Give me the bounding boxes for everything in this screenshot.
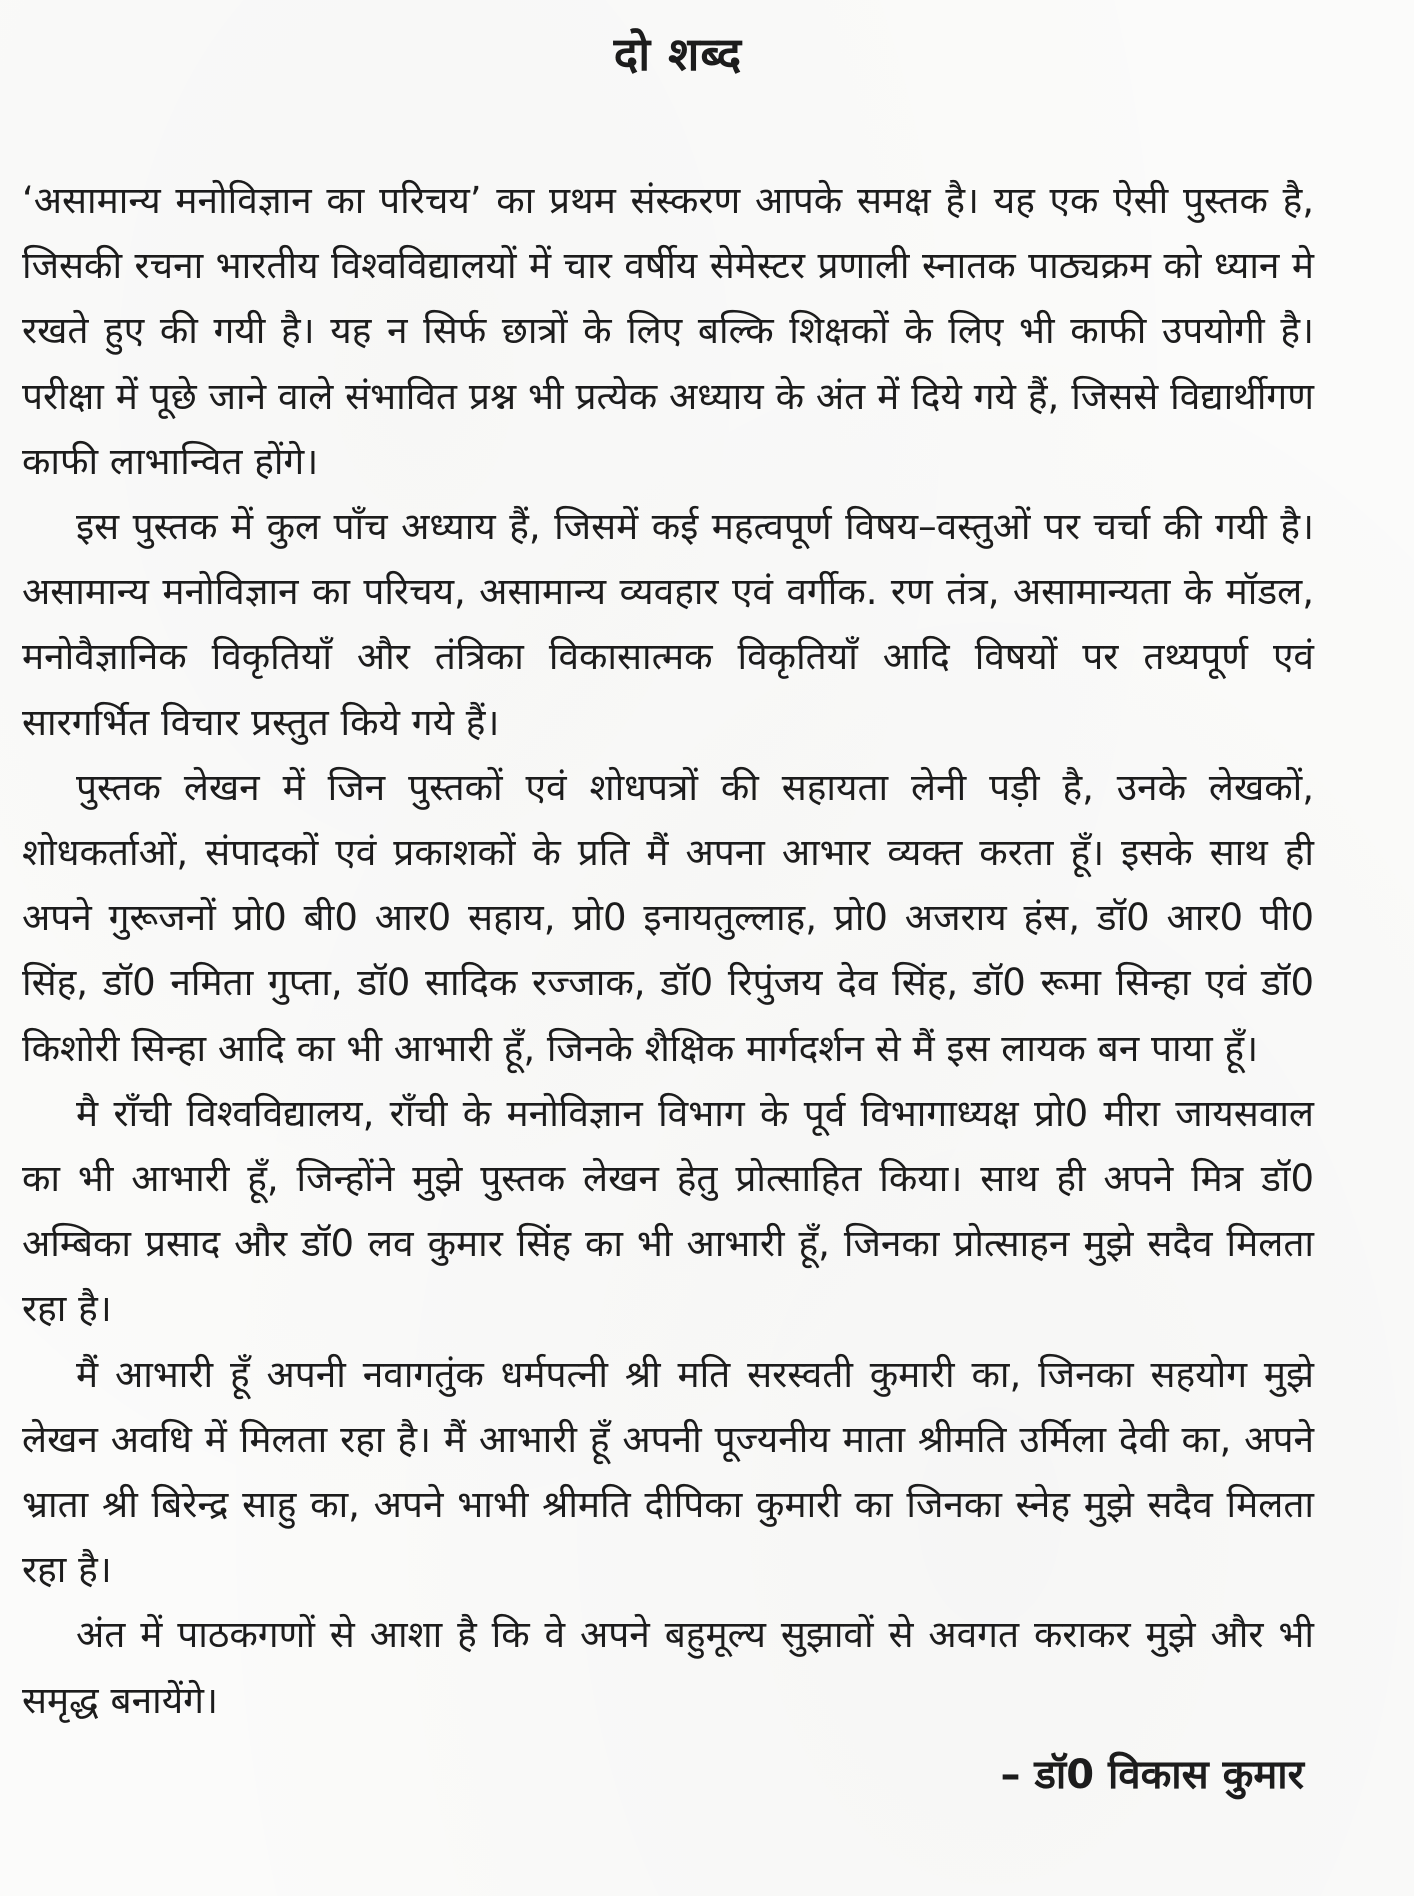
paragraph-acknowledgement-department: मै राँची विश्वविद्यालय, राँची के मनोविज्ञान विभाग के पूर्व विभागाध्यक्ष प्रो0 मीरा जायसवाल का भी आभारी हूँ, जिन्होंने मुझे पुस्तक लेखन हेतु प्रोत्साहित किया। साथ ही अपने मित्र डॉ0 अम्बिका प्रसाद और डॉ0 लव कुमार सिंह का भी आभारी हूँ, जिनका प्रोत्साहन मुझे सदैव मिलता रहा है। <box>22 1091 1314 1331</box>
author-signature: – डॉ0 विकास कुमार <box>1000 1751 1304 1798</box>
page-body <box>22 168 1314 1733</box>
page-title: दो शब्द <box>613 27 743 81</box>
paragraph-chapters: इस पुस्तक में कुल पाँच अध्याय हैं, जिसमें कई महत्वपूर्ण विषय–वस्तुओं पर चर्चा की गयी है। असामान्य मनोविज्ञान का परिचय, असामान्य व्यवहार एवं वर्गीक. रण तंत्र, असामान्यता के मॉडल, मनोवैज्ञानिक विकृतियाँ और तंत्रिका विकासात्मक विकृतियाँ आदि विषयों पर तथ्यपूर्ण एवं सारगर्भित विचार प्रस्तुत किये गये हैं। <box>22 505 1314 744</box>
paragraph-closing: अंत में पाठकगणों से आशा है कि वे अपने बहुमूल्य सुझावों से अवगत कराकर मुझे और भी समृद्ध बनायेंगे। <box>22 1613 1314 1722</box>
paragraph-intro: ‘असामान्य मनोविज्ञान का परिचय’ का प्रथम संस्करण आपके समक्ष है। यह एक ऐसी पुस्तक है, जिसकी रचना भारतीय विश्वविद्यालयों में चार वर्षीय सेमेस्टर प्रणाली स्नातक पाठ्यक्रम को ध्यान मे रखते हुए की गयी है। यह न सिर्फ छात्रों के लिए बल्कि शिक्षकों के लिए भी काफी उपयोगी है। परीक्षा में पूछे जाने वाले संभावित प्रश्न भी प्रत्येक अध्याय के अंत में दिये गये हैं, जिससे विद्यार्थीगण काफी लाभान्वित होंगे। <box>22 179 1314 483</box>
paragraph-acknowledgement-authors: पुस्तक लेखन में जिन पुस्तकों एवं शोधपत्रों की सहायता लेनी पड़ी है, उनके लेखकों, शोधकर्ताओं, संपादकों एवं प्रकाशकों के प्रति मैं अपना आभार व्यक्त करता हूँ। इसके साथ ही अपने गुरूजनों प्रो0 बी0 आर0 सहाय, प्रो0 इनायतुल्लाह, प्रो0 अजराय हंस, डॉ0 आर0 पी0 सिंह, डॉ0 नमिता गुप्ता, डॉ0 सादिक रज्जाक, डॉ0 रिपुंजय देव सिंह, डॉ0 रूमा सिन्हा एवं डॉ0 किशोरी सिन्हा आदि का भी आभारी हूँ, जिनके शैक्षिक मार्गदर्शन से मैं इस लायक बन पाया हूँ। <box>22 765 1314 1070</box>
paragraph-acknowledgement-family: मैं आभारी हूँ अपनी नवागतुंक धर्मपत्नी श्री मति सरस्वती कुमारी का, जिनका सहयोग मुझे लेखन अवधि में मिलता रहा है। मैं आभारी हूँ अपनी पूज्यनीय माता श्रीमति उर्मिला देवी का, अपने भ्राता श्री बिरेन्द्र साहु का, अपने भाभी श्रीमति दीपिका कुमारी का जिनका स्नेह मुझे सदैव मिलता रहा है। <box>22 1352 1314 1592</box>
